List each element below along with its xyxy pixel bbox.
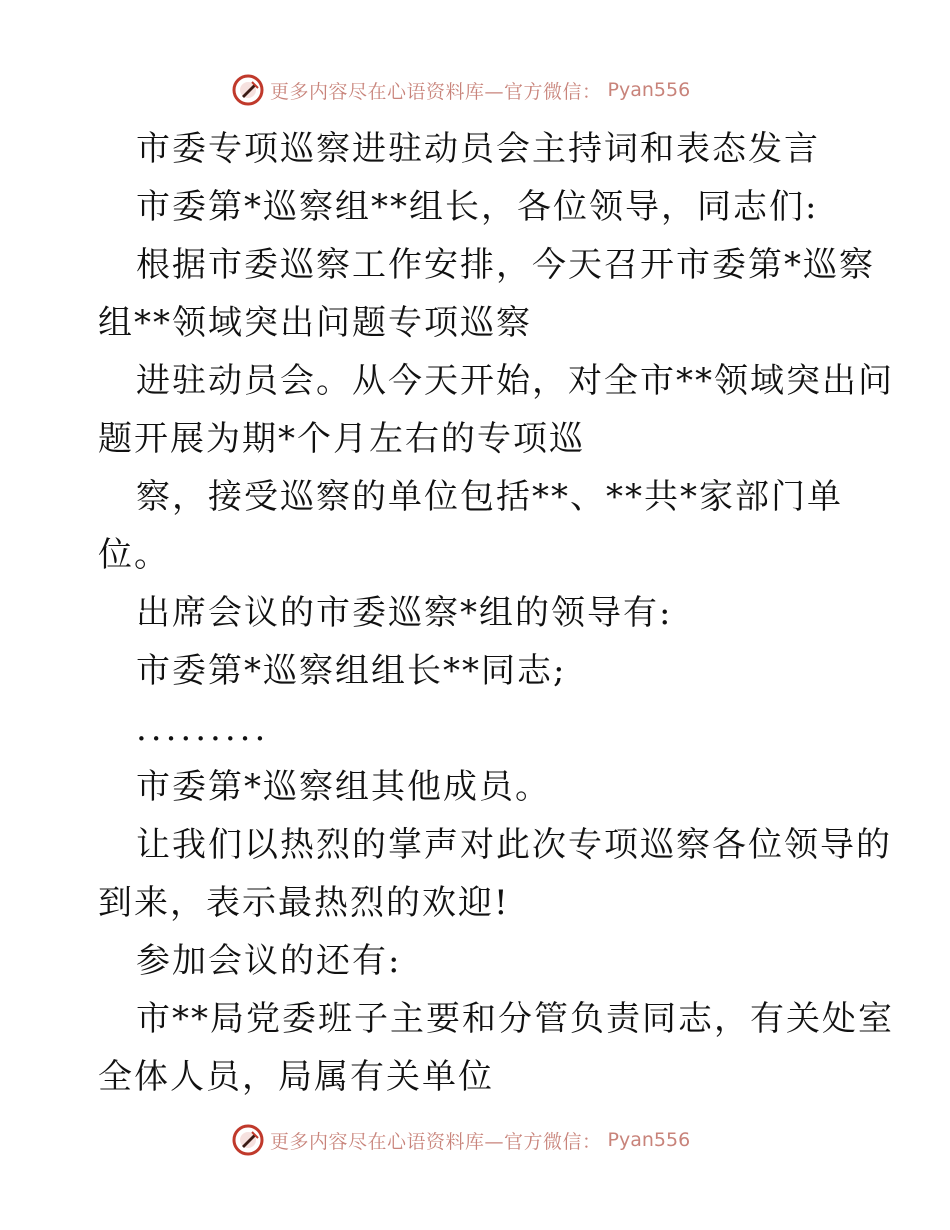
brand-logo-icon (232, 74, 264, 106)
doc-line: 位。 (98, 535, 170, 575)
doc-line: 察，接受巡察的单位包括**、**共*家部门单 (136, 477, 843, 517)
footer-banner-text: 更多内容尽在心语资料库—官方微信： (270, 1130, 602, 1153)
doc-line: 让我们以热烈的掌声对此次专项巡察各位领导的 (136, 825, 892, 865)
header-banner (232, 72, 690, 108)
doc-line: 进驻动员会。从今天开始，对全市**领域突出问 (136, 361, 894, 401)
doc-line: 根据市委巡察工作安排，今天召开市委第*巡察 (136, 245, 875, 285)
doc-line: 市委第*巡察组组长**同志; (136, 651, 567, 691)
document-body (98, 120, 894, 1106)
doc-line: 组**领域突出问题专项巡察 (98, 303, 532, 343)
doc-line: 到来，表示最热烈的欢迎! (98, 883, 510, 923)
doc-line: 出席会议的市委巡察*组的领导有: (136, 593, 673, 633)
doc-line: 参加会议的还有: (136, 941, 402, 981)
doc-line: 题开展为期*个月左右的专项巡 (98, 419, 585, 459)
doc-ellipsis: ......... (136, 709, 270, 749)
header-banner-text: 更多内容尽在心语资料库—官方微信： (270, 80, 602, 103)
doc-line: 市委第*巡察组其他成员。 (136, 767, 551, 807)
brand-logo-icon (232, 1124, 264, 1156)
doc-title: 市委专项巡察进驻动员会主持词和表态发言 (136, 129, 820, 169)
footer-banner-id: Pyan556 (607, 1129, 691, 1151)
footer-banner (232, 1122, 690, 1158)
doc-line: 市**局党委班子主要和分管负责同志，有关处室 (136, 999, 894, 1039)
doc-line: 全体人员，局属有关单位 (98, 1057, 494, 1097)
doc-salutation: 市委第*巡察组**组长，各位领导，同志们: (136, 187, 819, 227)
header-banner-id: Pyan556 (607, 79, 691, 101)
